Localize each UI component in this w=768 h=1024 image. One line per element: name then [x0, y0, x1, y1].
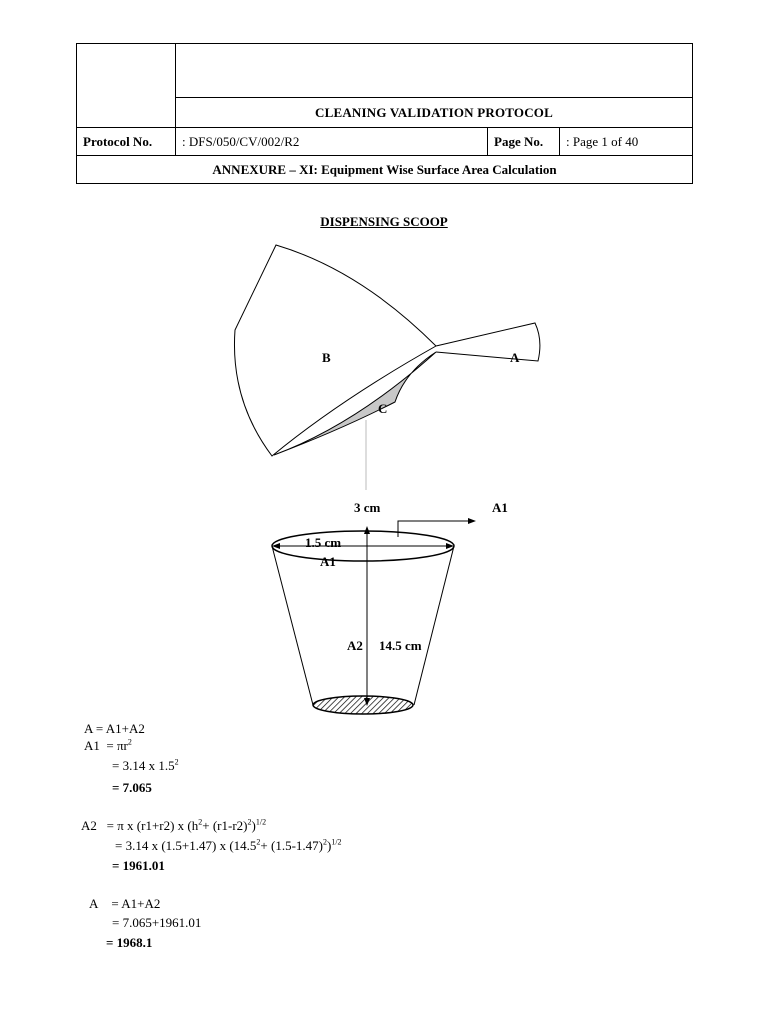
calc-a1-exp: 2: [127, 737, 132, 747]
calc-total-lhs: A: [89, 896, 99, 911]
cone-a1-pointer-label: A1: [492, 500, 508, 515]
calc-a1-formula: [84, 737, 132, 754]
document-title: CLEANING VALIDATION PROTOCOL: [176, 98, 692, 128]
calc-a2-part1: = π x (r1+r2) x (h: [106, 818, 199, 833]
calc-a2-formula: [81, 817, 266, 834]
cone-bottom-ellipse: [313, 696, 413, 714]
calc-total-substitution: = 7.065+1961.01: [112, 915, 202, 930]
cone-a1-label: A1: [320, 554, 336, 569]
cone-top-diameter-label: 3 cm: [354, 500, 381, 515]
cone-left-side: [272, 546, 313, 705]
cone-right-side: [414, 546, 454, 705]
calc-a2-exp1: 2: [198, 817, 203, 827]
page-number-label: Page No.: [488, 128, 560, 156]
page-number-value: : Page 1 of 40: [560, 128, 692, 156]
calc-total-formula: A = A1+A2: [84, 721, 145, 736]
calc-total-line: [89, 895, 160, 912]
calc-a2-sub-part3: ): [326, 838, 332, 853]
calc-a2-exp3: 1/2: [255, 817, 267, 827]
protocol-number-value: : DFS/050/CV/002/R2: [176, 128, 488, 156]
cone-a2-label: A2: [347, 638, 363, 653]
calc-a2-exp2: 2: [247, 817, 252, 827]
scoop-body: [234, 245, 436, 456]
calc-a2-sub-exp1: 2: [256, 837, 261, 847]
calc-a2-sub-part2: + (1.5-1.47): [260, 838, 323, 853]
calc-a2-part3: ): [251, 818, 256, 833]
section-title: DISPENSING SCOOP: [320, 214, 448, 229]
calc-a2-result: = 1961.01: [112, 858, 165, 873]
calc-a2-sub-part1: = 3.14 x (1.5+1.47) x (14.5: [115, 838, 257, 853]
calc-a2-lhs: A2: [81, 818, 97, 833]
calc-a1-rhs: = πr: [106, 738, 128, 753]
scoop-label-b: B: [322, 350, 331, 365]
annexure-title: ANNEXURE – XI: Equipment Wise Surface Area Calculation: [212, 161, 557, 177]
scoop-label-a: A: [510, 350, 520, 365]
calc-a1-sub-exp: 2: [174, 757, 179, 767]
calc-a1-sub-text: = 3.14 x 1.5: [112, 758, 175, 773]
calc-a1-result: = 7.065: [112, 780, 152, 795]
scoop-handle: [436, 323, 540, 361]
calc-a2-sub-exp3: 1/2: [331, 837, 342, 847]
calc-a2-part2: + (r1-r2): [202, 818, 248, 833]
protocol-number-label: Protocol No.: [77, 128, 176, 156]
cone-radius-label: 1.5 cm: [305, 535, 342, 550]
calc-a2-substitution: [115, 837, 342, 854]
calc-total-rhs: = A1+A2: [111, 896, 161, 911]
calc-a1-substitution: [112, 757, 179, 774]
calc-total-result: = 1968.1: [106, 935, 153, 950]
cone-height-label: 14.5 cm: [379, 638, 422, 653]
scoop-label-c: C: [378, 401, 388, 416]
calc-a1-lhs: A1: [84, 738, 100, 753]
calc-a2-sub-exp2: 2: [322, 837, 327, 847]
